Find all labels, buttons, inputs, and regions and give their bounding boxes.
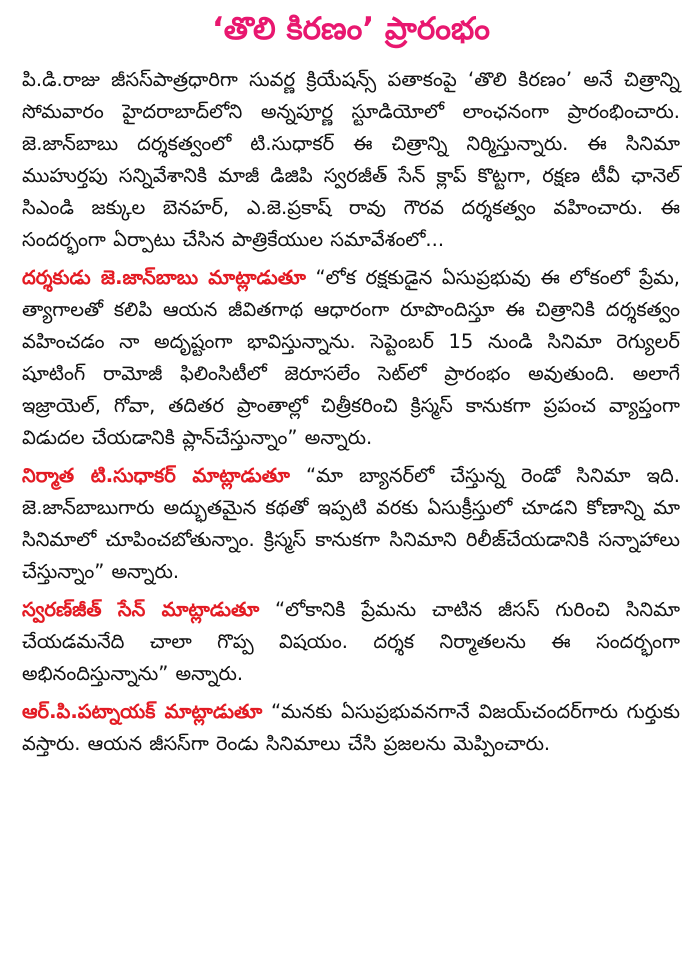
speaker-label: దర్శకుడు జె.జాన్‌బాబు మాట్లాడుతూ [22, 266, 306, 289]
paragraph-text: “లోక రక్షకుడైన ఏసుప్రభువు ఈ లోకంలో ప్రేమ, త్యాగాలతో కలిపి ఆయన జీవితగాథ ఆధారంగా రూపొందిస్తూ ఈ చిత్రానికి దర్శకత్వం వహించడం నా అదృష్టంగా భావిస్తున్నాను. సెప్టెంబర్ 15 నుండి సినిమా రెగ్యులర్ షూటింగ్ రామోజీ ఫిలింసిటీలో జెరూసలేం సెట్‌లో ప్రారంభం అవుతుంది. అలాగే ఇజ్రాయెల్, గోవా, తదితర ప్రాంతాల్లో చిత్రీకరించి క్రిస్మస్ కానుకగా ప్రపంచ వ్యాప్తంగా విడుదల చేయడానికి ప్లాన్‌చేస్తున్నాం” అన్నారు. [22, 266, 680, 449]
article-title: ‘తొలి కిరణం’ ప్రారంభం [212, 11, 490, 47]
paragraph-rp-patnaik-quote [22, 696, 680, 760]
paragraph-text: పి.డి.రాజు జీసస్‌పాత్రధారిగా సువర్ణ క్రియేషన్స్ పతాకంపై ‘తొలి కిరణం’ అనే చిత్రాన్ని సోమవారం హైదరాబాద్‌లోని అన్నపూర్ణ స్టూడియోలో లాంఛనంగా ప్రారంభించారు. జె.జాన్‌బాబు దర్శకత్వంలో టి.సుధాకర్ ఈ చిత్రాన్ని నిర్మిస్తున్నారు. ఈ సినిమా ముహుర్తపు సన్నివేశానికి మాజీ డిజిపి స్వరజీత్ సేన్ క్లాప్ కొట్టగా, రక్షణ టీవీ ఛానెల్ సిఎండి జక్కుల బెనహర్, ఎ.జె.ప్రకాష్ రావు గౌరవ దర్శకత్వం వహించారు. ఈ సందర్భంగా ఏర్పాటు చేసిన పాత్రికేయుల సమావేశంలో... [22, 68, 680, 251]
speaker-label: స్వరణ్‌జీత్ సేన్ మాట్లాడుతూ [22, 598, 260, 621]
paragraph-text: “మా బ్యానర్‌లో చేస్తున్న రెండో సినిమా ఇది. జె.జాన్‌బాబుగారు అద్భుతమైన కథతో ఇప్పటి వరకు ఏసుక్రీస్తులో చూడని కోణాన్ని మా సినిమాలో చూపించబోతున్నాం. క్రిస్మస్ కానుకగా సినిమాని రిలీజ్‌చేయడానికి సన్నాహాలు చేస్తున్నాం” అన్నారు. [22, 464, 680, 583]
paragraph-swaranjit-quote [22, 594, 680, 690]
speaker-label: నిర్మాత టి.సుధాకర్ మాట్లాడుతూ [22, 464, 290, 487]
paragraph-director-quote [22, 262, 680, 454]
paragraph-text: “లోకానికి ప్రేమను చాటిన జీసస్ గురించి సినిమా చేయడమనేది చాలా గొప్ప విషయం. దర్శక నిర్మాతలను ఈ సందర్భంగా అభినందిస్తున్నాను” అన్నారు. [22, 598, 680, 685]
paragraph-intro [22, 64, 680, 256]
paragraph-producer-quote [22, 460, 680, 588]
paragraph-text: “మనకు ఏసుప్రభువనగానే విజయ్‌చందర్‌గారు గుర్తుకు వస్తారు. ఆయన జీసస్‌గా రెండు సినిమాలు చేసి ప్రజలను మెప్పించారు. [22, 700, 680, 755]
speaker-label: ఆర్.పి.పట్నాయక్ మాట్లాడుతూ [22, 700, 263, 723]
